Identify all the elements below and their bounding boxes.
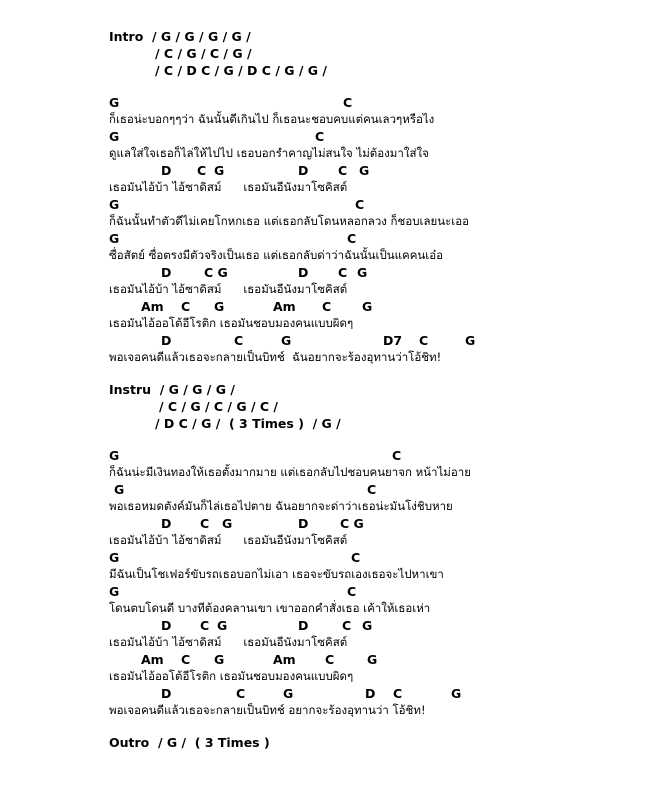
chord-symbol: C G <box>340 516 364 531</box>
blank-line <box>109 366 649 381</box>
chord-line <box>109 94 649 111</box>
chord-symbol: D <box>298 265 309 280</box>
chord-symbol: G <box>214 652 225 667</box>
lyric-line: เธอมันไอ้ออโต้อีโรติก เธอมันชอบมองคนแบบผิดๆ <box>109 316 354 330</box>
chord-symbol: C <box>200 516 210 531</box>
chord-symbol: D <box>161 686 172 701</box>
chord-line <box>109 128 649 145</box>
blank-line <box>109 719 649 734</box>
chord-symbol: Outro / G / ( 3 Times ) <box>109 735 270 750</box>
chord-line <box>109 734 649 751</box>
blank-line <box>109 432 649 447</box>
chord-symbol: D <box>161 618 172 633</box>
chord-symbol: C <box>236 686 246 701</box>
chord-symbol: C <box>325 652 335 667</box>
chord-sheet <box>109 28 649 751</box>
chord-line <box>109 481 649 498</box>
chord-symbol: Am <box>141 652 164 667</box>
chord-symbol: G <box>109 550 120 565</box>
chord-symbol: C <box>355 197 365 212</box>
chord-symbol: C <box>322 299 332 314</box>
chord-symbol: Am <box>273 299 296 314</box>
chord-symbol: G <box>222 516 233 531</box>
chord-line <box>109 415 649 432</box>
lyric-line: ก็ฉันน่ะมีเงินทองให้เธอตั้งมากมาย แต่เธอกลับไปชอบคนยาจก หน้าไม่อาย <box>109 465 471 479</box>
chord-symbol: G <box>451 686 462 701</box>
chord-line <box>109 583 649 600</box>
chord-symbol: G <box>362 618 373 633</box>
chord-line <box>109 264 649 281</box>
chord-symbol: G <box>109 231 120 246</box>
lyric-line: เธอมันไอ้บ้า ไอ้ซาดิสม์ เธอมันอีนังมาโซคิสต์ <box>109 282 348 296</box>
chord-symbol: C <box>338 163 348 178</box>
chord-line <box>109 447 649 464</box>
chord-symbol: G <box>362 299 373 314</box>
chord-line <box>109 381 649 398</box>
chord-symbol: C <box>200 618 210 633</box>
lyric-line: เธอมันไอ้บ้า ไอ้ซาดิสม์ เธอมันอีนังมาโซคิสต์ <box>109 533 348 547</box>
chord-symbol: G <box>109 584 120 599</box>
chord-symbol: D <box>365 686 376 701</box>
chord-symbol: G <box>214 299 225 314</box>
chord-symbol: C <box>181 652 191 667</box>
chord-symbol: G <box>109 95 120 110</box>
lyric-line: โดนตบโดนดี บางทีต้องคลานเขา เขาออกคำสั่งเธอ เค้าให้เธอเห่า <box>109 601 431 615</box>
chord-symbol: G <box>465 333 476 348</box>
chord-symbol: / D C / G / ( 3 Times ) / G / <box>155 416 341 431</box>
chord-symbol: C <box>343 95 353 110</box>
chord-symbol: Am <box>141 299 164 314</box>
chord-symbol: / C / D C / G / D C / G / G / <box>155 63 327 78</box>
chord-symbol: C <box>197 163 207 178</box>
lyric-line: ดูแลใส่ใจเธอก็ไล่ให้ไปไป เธอบอกรำคาญไม่สนใจ ไม่ต้องมาใส่ใจ <box>109 146 429 160</box>
chord-symbol: D <box>298 516 309 531</box>
chord-symbol: C <box>342 618 352 633</box>
chord-symbol: C <box>181 299 191 314</box>
chord-symbol: G <box>109 448 120 463</box>
lyric-line: เธอมันไอ้ออโต้อีโรติก เธอมันชอบมองคนแบบผิดๆ <box>109 669 354 683</box>
chord-line <box>109 515 649 532</box>
chord-line <box>109 28 649 45</box>
chord-symbol: G <box>214 163 225 178</box>
chord-symbol: G <box>359 163 370 178</box>
lyric-line: มีฉันเป็นโชเฟอร์ขับรถเธอบอกไม่เอา เธอจะขับรถเองเธอจะไปหาเขา <box>109 567 444 581</box>
chord-line <box>109 230 649 247</box>
chord-symbol: C <box>315 129 325 144</box>
lyric-line: พอเธอหมดตังค์มันก็ไล่เธอไปตาย ฉันอยากจะด่าว่าเธอน่ะมันโง่ชิบหาย <box>109 499 453 513</box>
lyric-line: เธอมันไอ้บ้า ไอ้ซาดิสม์ เธอมันอีนังมาโซคิสต์ <box>109 180 348 194</box>
chord-symbol: / C / G / C / G / C / <box>159 399 278 414</box>
blank-line <box>109 79 649 94</box>
chord-line <box>109 196 649 213</box>
chord-symbol: C G <box>204 265 228 280</box>
chord-symbol: G <box>114 482 125 497</box>
chord-symbol: G <box>109 197 120 212</box>
chord-line <box>109 298 649 315</box>
chord-symbol: C <box>347 231 357 246</box>
chord-symbol: G <box>367 652 378 667</box>
chord-symbol: D <box>298 163 309 178</box>
chord-line <box>109 62 649 79</box>
chord-symbol: C <box>347 584 357 599</box>
chord-line <box>109 549 649 566</box>
chord-symbol: G <box>281 333 292 348</box>
chord-line <box>109 651 649 668</box>
lyric-line: พอเจอคนดีแล้วเธอจะกลายเป็นบิทช์ ฉันอยากจะร้องอุทานว่าโอ้ชิท! <box>109 350 442 364</box>
chord-line <box>109 617 649 634</box>
chord-symbol: C <box>393 686 403 701</box>
chord-symbol: C <box>351 550 361 565</box>
chord-symbol: D <box>161 265 172 280</box>
chord-symbol: D <box>161 333 172 348</box>
lyric-line: ก็ฉันนั้นทำตัวดีไม่เคยโกหกเธอ แต่เธอกลับโดนหลอกลวง ก็ชอบเลยนะเออ <box>109 214 470 228</box>
chord-symbol: Intro / G / G / G / G / <box>109 29 251 44</box>
chord-symbol: C <box>338 265 348 280</box>
chord-symbol: / C / G / C / G / <box>155 46 252 61</box>
chord-line <box>109 332 649 349</box>
lyric-line: ก็เธอน่ะบอกๆๆว่า ฉันนั้นดีเกินไป ก็เธอนะชอบคบแต่คนเลวๆหรือไง <box>109 112 435 126</box>
chord-symbol: Am <box>273 652 296 667</box>
chord-line <box>109 685 649 702</box>
chord-symbol: C <box>367 482 377 497</box>
chord-symbol: D <box>298 618 309 633</box>
chord-symbol: D <box>161 163 172 178</box>
chord-line <box>109 398 649 415</box>
chord-symbol: Instru / G / G / G / <box>109 382 235 397</box>
chord-symbol: D <box>161 516 172 531</box>
chord-symbol: C <box>392 448 402 463</box>
chord-symbol: G <box>109 129 120 144</box>
chord-symbol: G <box>283 686 294 701</box>
chord-symbol: C <box>419 333 429 348</box>
chord-line <box>109 45 649 62</box>
lyric-line: เธอมันไอ้บ้า ไอ้ซาดิสม์ เธอมันอีนังมาโซคิสต์ <box>109 635 348 649</box>
chord-symbol: D7 <box>383 333 403 348</box>
chord-symbol: G <box>357 265 368 280</box>
chord-symbol: G <box>217 618 228 633</box>
lyric-line: ซื่อสัตย์ ซื่อตรงมีตัวจริงเป็นเธอ แต่เธอกลับด่าว่าฉันนั้นเป็นแคคนเอ๋อ <box>109 248 444 262</box>
lyric-line: พอเจอคนดีแล้วเธอจะกลายเป็นบิทช์ อยากจะร้องอุทานว่า โอ้ชิท! <box>109 703 426 717</box>
chord-line <box>109 162 649 179</box>
chord-symbol: C <box>234 333 244 348</box>
